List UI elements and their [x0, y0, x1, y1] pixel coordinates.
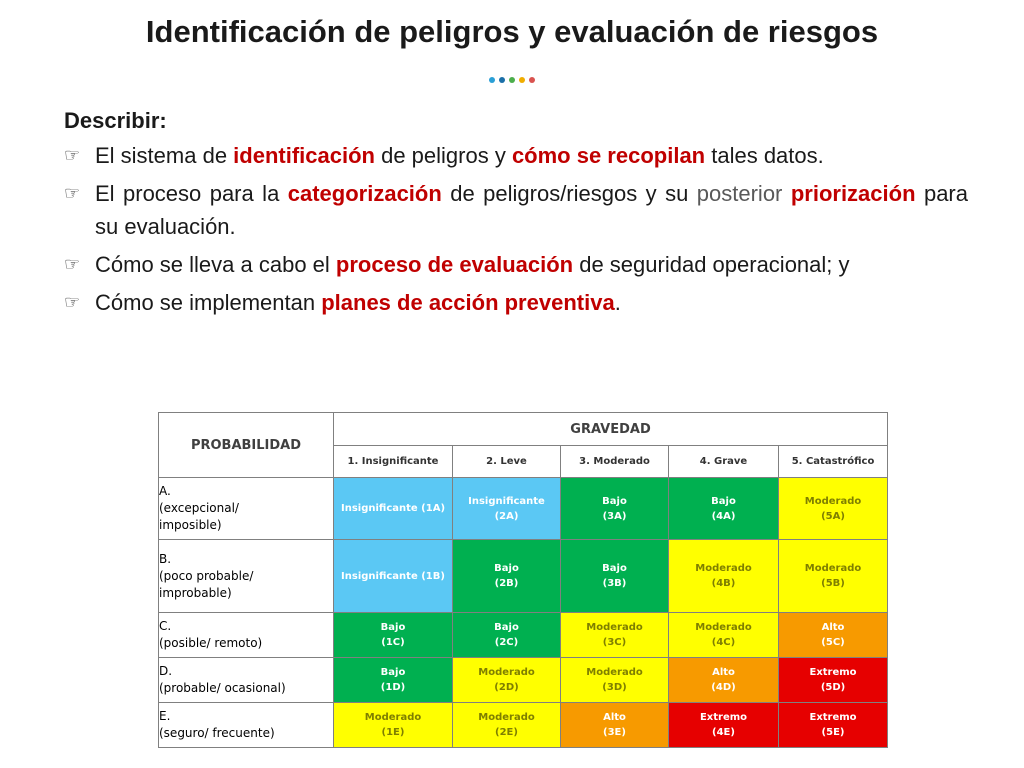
risk-cell-5c: [779, 613, 888, 658]
risk-code: (5E): [821, 727, 845, 738]
risk-cell-4a: [669, 478, 779, 540]
risk-matrix: [158, 412, 888, 748]
probability-label-line: D.: [159, 664, 173, 678]
risk-cell-4c: [669, 613, 779, 658]
bullet-text: tales datos.: [705, 143, 824, 168]
slide-body: [64, 104, 968, 324]
risk-cell-3e: [561, 703, 669, 748]
severity-column-header: 5. Catastrófico: [779, 446, 888, 478]
risk-cell-3a: [561, 478, 669, 540]
risk-code: (1C): [381, 637, 405, 648]
bullet-text: .: [614, 290, 621, 315]
risk-code: (2A): [494, 510, 519, 522]
risk-cell-4b: [669, 540, 779, 613]
risk-level: Bajo: [602, 563, 627, 574]
bullet-list: [64, 139, 968, 319]
risk-code: (5C): [821, 637, 845, 648]
risk-cell-1a: [334, 478, 453, 540]
probability-label-line: A.: [159, 484, 171, 498]
probability-label-line: (poco probable/: [159, 568, 254, 583]
risk-code: (5B): [821, 578, 845, 589]
risk-cell-3c: [561, 613, 669, 658]
risk-level: Alto: [712, 667, 735, 678]
risk-code: (4E): [712, 727, 735, 738]
probability-label-line: (seguro/ frecuente): [159, 726, 275, 740]
risk-level: Moderado: [586, 667, 643, 678]
risk-code: (2C): [494, 637, 519, 648]
pointing-hand-icon: ☞: [64, 292, 81, 313]
slide-title: Identificación de peligros y evaluación de riesgos: [145, 14, 879, 49]
emphasis-text: categorización: [287, 181, 442, 206]
risk-code: (4A): [711, 510, 736, 522]
probability-label-line: (probable/ ocasional): [159, 681, 286, 695]
risk-code: (1E): [381, 727, 405, 738]
risk-cell-4e: [669, 703, 779, 748]
risk-level: Bajo: [494, 563, 519, 574]
risk-level: Insignificante: [341, 570, 418, 582]
emphasis-text: proceso de evaluación: [335, 252, 574, 277]
risk-cell-3d: [561, 658, 669, 703]
risk-code: (3A): [602, 510, 627, 522]
bullet-item: [64, 248, 968, 281]
risk-code: (3E): [603, 727, 626, 738]
probability-label: [159, 478, 334, 540]
probability-label-line: B.: [159, 551, 172, 566]
table-row: [159, 658, 888, 703]
emphasis-text: identificación: [233, 143, 375, 168]
risk-code: (1B): [421, 570, 445, 582]
risk-cell-3b: [561, 540, 669, 613]
risk-cell-1b: [334, 540, 453, 613]
risk-code: (3B): [602, 578, 627, 589]
risk-matrix-body: [159, 478, 888, 748]
risk-level: Moderado: [695, 622, 752, 633]
risk-cell-2e: [453, 703, 561, 748]
probability-label-line: improbable): [159, 585, 232, 600]
bullet-text: de peligros y: [374, 143, 512, 168]
risk-level: Extremo: [809, 667, 857, 678]
bullet-text: El proceso para la: [95, 181, 288, 206]
risk-level: Bajo: [711, 495, 736, 507]
risk-level: Moderado: [695, 563, 752, 574]
risk-cell-5e: [779, 703, 888, 748]
probability-label-line: C.: [159, 619, 172, 633]
risk-level: Moderado: [586, 622, 643, 633]
probability-label: [159, 613, 334, 658]
probability-label-line: E.: [159, 709, 171, 723]
risk-cell-1d: [334, 658, 453, 703]
risk-level: Moderado: [478, 667, 535, 678]
table-row: [159, 540, 888, 613]
risk-level: Moderado: [804, 563, 862, 574]
bullet-text: Cómo se implementan: [95, 290, 322, 315]
probability-label: [159, 540, 334, 613]
probability-label-line: imposible): [159, 518, 222, 532]
table-row: [159, 478, 888, 540]
severity-header: GRAVEDAD: [334, 413, 888, 446]
probability-label: [159, 703, 334, 748]
bullet-text: para su evaluación.: [95, 181, 968, 239]
risk-level: Bajo: [494, 622, 519, 633]
risk-code: (1A): [421, 503, 446, 514]
risk-code: (4C): [711, 637, 736, 648]
risk-code: (2D): [494, 682, 519, 693]
risk-code: (5D): [820, 682, 846, 693]
bullet-text: Cómo se lleva a cabo el: [95, 252, 336, 277]
bullet-text: de peligros/riesgos y su: [441, 181, 697, 206]
risk-cell-5b: [779, 540, 888, 613]
risk-code: (2E): [495, 727, 518, 738]
risk-cell-2c: [453, 613, 561, 658]
emphasis-text: planes de acción preventiva: [321, 290, 615, 315]
risk-level: Moderado: [364, 712, 422, 723]
risk-code: (2B): [494, 578, 519, 589]
risk-code: (5A): [821, 510, 845, 522]
probability-label-line: (posible/ remoto): [159, 636, 263, 650]
risk-level: Alto: [603, 712, 626, 723]
pointing-hand-icon: ☞: [64, 183, 81, 204]
pointing-hand-icon: ☞: [64, 145, 81, 166]
probability-header: PROBABILIDAD: [159, 413, 334, 478]
risk-cell-1c: [334, 613, 453, 658]
risk-code: (3D): [602, 682, 627, 693]
risk-level: Extremo: [699, 712, 748, 723]
severity-column-header: 1. Insignificante: [334, 446, 453, 478]
table-row: [159, 613, 888, 658]
risk-cell-2a: [453, 478, 561, 540]
colored-dots-icon: [0, 70, 1024, 80]
emphasis-text: priorización: [790, 181, 916, 206]
risk-level: Extremo: [809, 712, 857, 723]
bullet-item: [64, 177, 968, 243]
risk-level: Alto: [821, 622, 845, 633]
risk-level: Bajo: [602, 495, 627, 507]
severity-column-header: 2. Leve: [453, 446, 561, 478]
risk-level: Insignificante: [340, 503, 418, 514]
risk-code: (3C): [602, 637, 627, 648]
risk-cell-5a: [779, 478, 888, 540]
bullet-item: [64, 286, 968, 319]
bullet-text: de seguridad operacional; y: [573, 252, 850, 277]
pointing-hand-icon: ☞: [64, 254, 81, 275]
bullet-item: [64, 139, 968, 172]
risk-cell-4d: [669, 658, 779, 703]
probability-label-line: (excepcional/: [159, 501, 239, 515]
risk-cell-2b: [453, 540, 561, 613]
risk-level: Moderado: [478, 712, 535, 723]
section-label: Describir:: [64, 108, 167, 133]
emphasis-text: cómo se recopilan: [511, 143, 706, 168]
risk-code: (4B): [711, 578, 736, 589]
risk-cell-1e: [334, 703, 453, 748]
table-row: [159, 703, 888, 748]
risk-level: Moderado: [804, 495, 862, 507]
risk-code: (1D): [380, 682, 406, 693]
bullet-text: posterior: [696, 181, 783, 206]
risk-level: Bajo: [380, 622, 406, 633]
bullet-text: [782, 181, 790, 206]
severity-column-header: 4. Grave: [669, 446, 779, 478]
probability-label: [159, 658, 334, 703]
risk-cell-2d: [453, 658, 561, 703]
risk-level: Bajo: [380, 667, 406, 678]
bullet-text: El sistema de: [95, 143, 234, 168]
risk-code: (4D): [711, 682, 736, 693]
risk-level: Insignificante: [468, 495, 545, 507]
risk-cell-5d: [779, 658, 888, 703]
severity-column-header: 3. Moderado: [561, 446, 669, 478]
